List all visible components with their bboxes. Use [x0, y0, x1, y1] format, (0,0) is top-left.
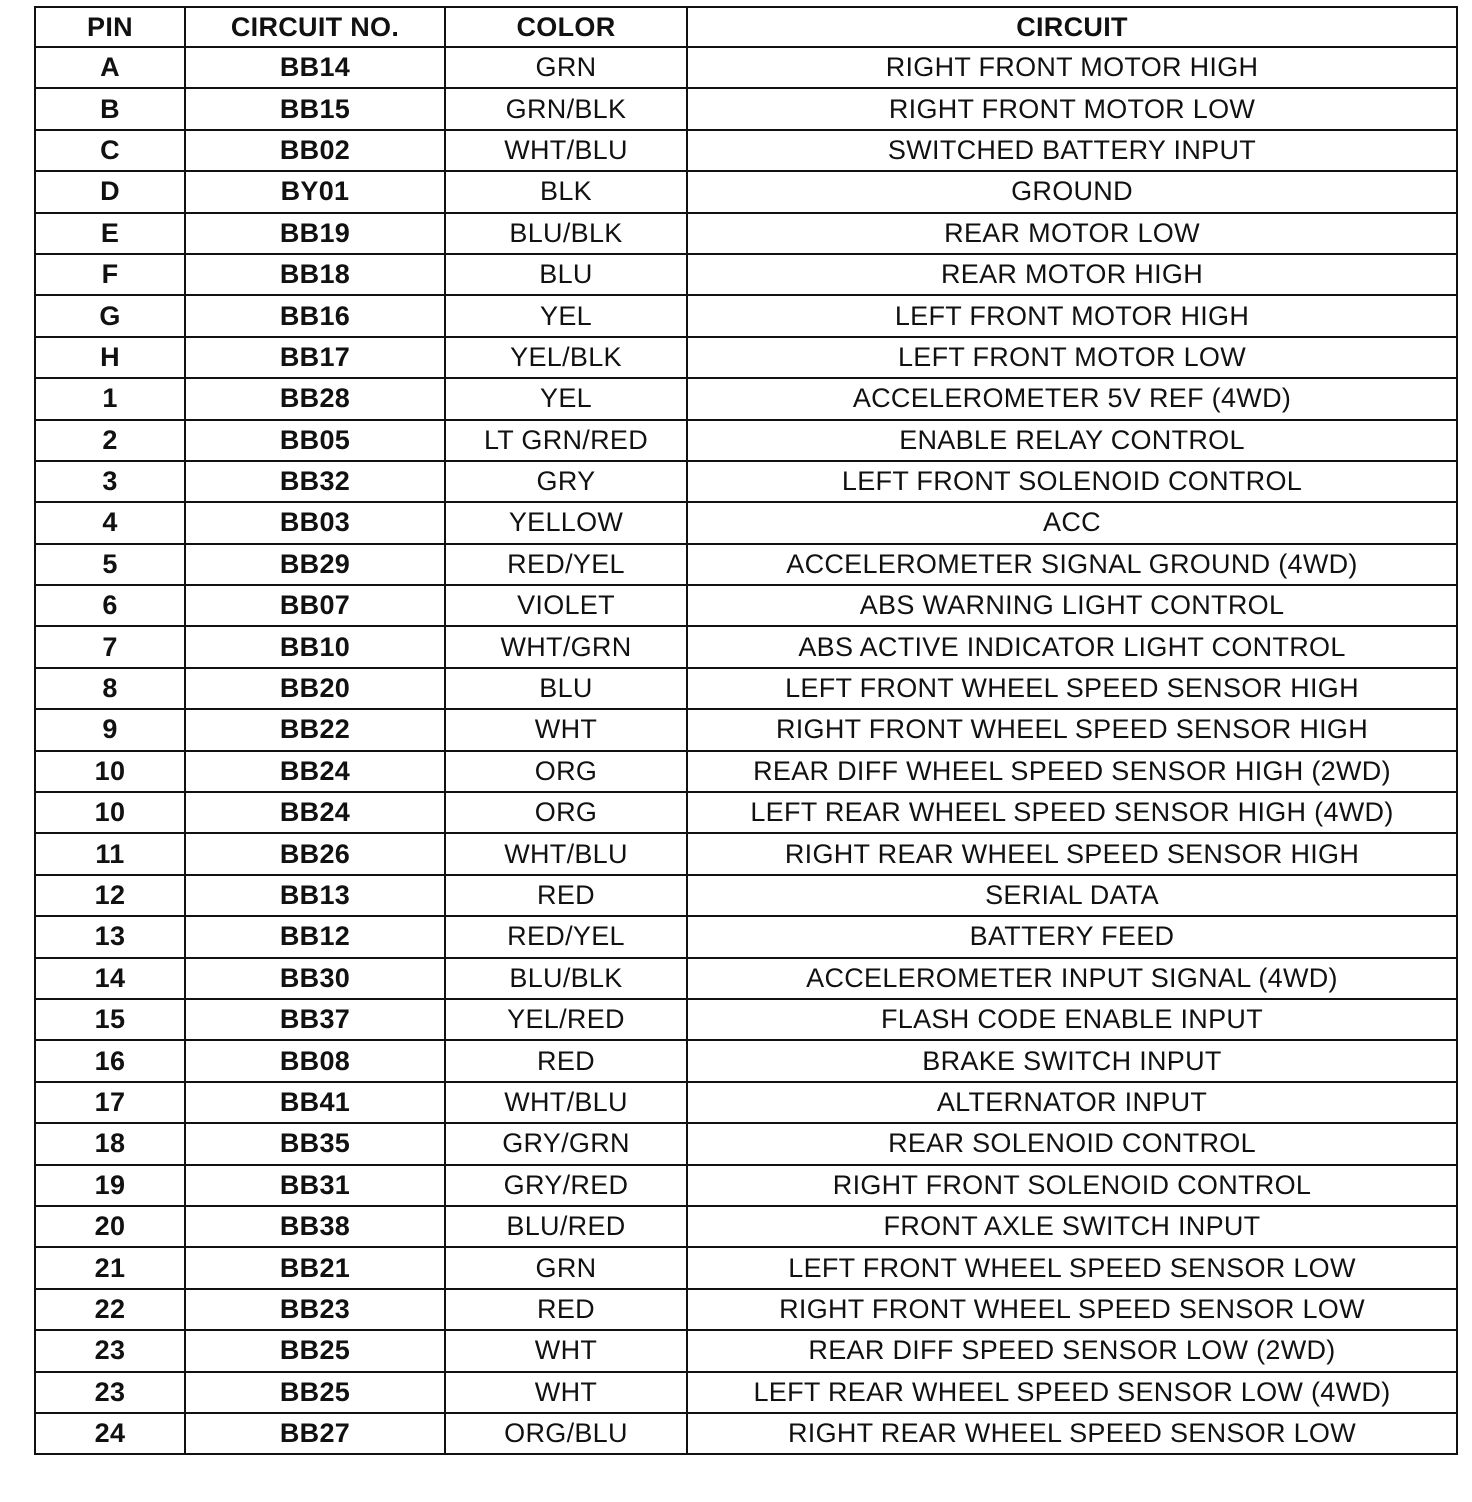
table-row	[35, 668, 1457, 709]
pin-cell: 17	[35, 1082, 185, 1123]
wire-color-cell: RED	[445, 1289, 687, 1330]
circuit-number-cell: BB22	[185, 709, 445, 750]
circuit-number-cell: BB37	[185, 999, 445, 1040]
wire-color-cell: RED	[445, 1040, 687, 1081]
circuit-description-cell: ACCELEROMETER 5V REF (4WD)	[687, 378, 1457, 419]
pin-cell: C	[35, 130, 185, 171]
wire-color-cell: BLU/BLK	[445, 958, 687, 999]
circuit-description-cell: SWITCHED BATTERY INPUT	[687, 130, 1457, 171]
table-row	[35, 337, 1457, 378]
table-row	[35, 751, 1457, 792]
circuit-number-cell: BB19	[185, 213, 445, 254]
circuit-description-cell: SERIAL DATA	[687, 875, 1457, 916]
circuit-description-cell: REAR DIFF WHEEL SPEED SENSOR HIGH (2WD)	[687, 751, 1457, 792]
wire-color-cell: GRN/BLK	[445, 88, 687, 129]
wire-color-cell: ORG/BLU	[445, 1413, 687, 1454]
wire-color-cell: GRY/GRN	[445, 1123, 687, 1164]
pin-cell: 11	[35, 833, 185, 874]
circuit-description-cell: RIGHT REAR WHEEL SPEED SENSOR HIGH	[687, 833, 1457, 874]
circuit-number-cell: BB24	[185, 792, 445, 833]
circuit-number-cell: BB30	[185, 958, 445, 999]
circuit-description-cell: REAR SOLENOID CONTROL	[687, 1123, 1457, 1164]
circuit-number-cell: BB16	[185, 295, 445, 336]
circuit-number-cell: BB26	[185, 833, 445, 874]
pin-cell: 2	[35, 420, 185, 461]
wire-color-cell: BLK	[445, 171, 687, 212]
pin-cell: 21	[35, 1247, 185, 1288]
table-row	[35, 295, 1457, 336]
pin-cell: 7	[35, 626, 185, 667]
circuit-description-cell: ABS ACTIVE INDICATOR LIGHT CONTROL	[687, 626, 1457, 667]
header-row	[35, 7, 1457, 47]
circuit-number-cell: BB13	[185, 875, 445, 916]
circuit-description-cell: LEFT REAR WHEEL SPEED SENSOR HIGH (4WD)	[687, 792, 1457, 833]
pin-cell: 12	[35, 875, 185, 916]
circuit-number-cell: BB12	[185, 916, 445, 957]
wire-color-cell: WHT	[445, 709, 687, 750]
table-header	[35, 7, 1457, 47]
table-row	[35, 626, 1457, 667]
table-body	[35, 47, 1457, 1454]
wire-color-cell: WHT/BLU	[445, 130, 687, 171]
table-row	[35, 378, 1457, 419]
circuit-number-cell: BB28	[185, 378, 445, 419]
table-row	[35, 999, 1457, 1040]
table-row	[35, 213, 1457, 254]
circuit-description-cell: LEFT FRONT WHEEL SPEED SENSOR LOW	[687, 1247, 1457, 1288]
circuit-number-cell: BB18	[185, 254, 445, 295]
pin-cell: 16	[35, 1040, 185, 1081]
pin-cell: 24	[35, 1413, 185, 1454]
circuit-description-cell: LEFT REAR WHEEL SPEED SENSOR LOW (4WD)	[687, 1372, 1457, 1413]
circuit-number-cell: BB32	[185, 461, 445, 502]
table-row	[35, 585, 1457, 626]
circuit-number-cell: BB20	[185, 668, 445, 709]
wire-color-cell: RED/YEL	[445, 544, 687, 585]
circuit-number-cell: BB21	[185, 1247, 445, 1288]
circuit-description-cell: REAR MOTOR HIGH	[687, 254, 1457, 295]
wire-color-cell: YEL/BLK	[445, 337, 687, 378]
table-row	[35, 1123, 1457, 1164]
pin-cell: H	[35, 337, 185, 378]
wire-color-cell: WHT/BLU	[445, 1082, 687, 1123]
table-row	[35, 833, 1457, 874]
circuit-description-cell: FLASH CODE ENABLE INPUT	[687, 999, 1457, 1040]
pin-cell: E	[35, 213, 185, 254]
circuit-number-cell: BB14	[185, 47, 445, 88]
wire-color-cell: GRY	[445, 461, 687, 502]
wire-color-cell: BLU/RED	[445, 1206, 687, 1247]
pin-cell: D	[35, 171, 185, 212]
circuit-number-cell: BB23	[185, 1289, 445, 1330]
circuit-description-cell: FRONT AXLE SWITCH INPUT	[687, 1206, 1457, 1247]
wire-color-cell: WHT/GRN	[445, 626, 687, 667]
pin-cell: 15	[35, 999, 185, 1040]
circuit-description-cell: BRAKE SWITCH INPUT	[687, 1040, 1457, 1081]
wire-color-cell: BLU/BLK	[445, 213, 687, 254]
header-circuit: CIRCUIT	[687, 7, 1457, 47]
circuit-number-cell: BB10	[185, 626, 445, 667]
pin-cell: 14	[35, 958, 185, 999]
circuit-number-cell: BB38	[185, 1206, 445, 1247]
circuit-number-cell: BB31	[185, 1165, 445, 1206]
pin-cell: 13	[35, 916, 185, 957]
wire-color-cell: GRY/RED	[445, 1165, 687, 1206]
circuit-description-cell: RIGHT FRONT SOLENOID CONTROL	[687, 1165, 1457, 1206]
circuit-description-cell: RIGHT FRONT MOTOR HIGH	[687, 47, 1457, 88]
table-row	[35, 1082, 1457, 1123]
circuit-description-cell: LEFT FRONT WHEEL SPEED SENSOR HIGH	[687, 668, 1457, 709]
circuit-number-cell: BB02	[185, 130, 445, 171]
wire-color-cell: GRN	[445, 1247, 687, 1288]
wire-color-cell: GRN	[445, 47, 687, 88]
wire-color-cell: BLU	[445, 254, 687, 295]
table-row	[35, 254, 1457, 295]
circuit-number-cell: BB17	[185, 337, 445, 378]
wire-color-cell: BLU	[445, 668, 687, 709]
circuit-description-cell: ACCELEROMETER SIGNAL GROUND (4WD)	[687, 544, 1457, 585]
circuit-number-cell: BB29	[185, 544, 445, 585]
pin-cell: B	[35, 88, 185, 129]
circuit-description-cell: ACC	[687, 502, 1457, 543]
circuit-number-cell: BB07	[185, 585, 445, 626]
circuit-description-cell: LEFT FRONT MOTOR LOW	[687, 337, 1457, 378]
circuit-number-cell: BB41	[185, 1082, 445, 1123]
table-row	[35, 88, 1457, 129]
wire-color-cell: YELLOW	[445, 502, 687, 543]
circuit-number-cell: BB25	[185, 1372, 445, 1413]
circuit-description-cell: ABS WARNING LIGHT CONTROL	[687, 585, 1457, 626]
circuit-description-cell: LEFT FRONT MOTOR HIGH	[687, 295, 1457, 336]
table-row	[35, 47, 1457, 88]
table-row	[35, 1330, 1457, 1371]
circuit-number-cell: BB24	[185, 751, 445, 792]
header-pin: PIN	[35, 7, 185, 47]
circuit-description-cell: REAR DIFF SPEED SENSOR LOW (2WD)	[687, 1330, 1457, 1371]
table-row	[35, 1165, 1457, 1206]
pin-cell: 23	[35, 1372, 185, 1413]
wire-color-cell: RED	[445, 875, 687, 916]
connector-pinout-table	[34, 6, 1458, 1455]
pin-cell: 6	[35, 585, 185, 626]
circuit-number-cell: BB15	[185, 88, 445, 129]
pin-cell: F	[35, 254, 185, 295]
table-row	[35, 461, 1457, 502]
table-row	[35, 1289, 1457, 1330]
pin-cell: 20	[35, 1206, 185, 1247]
circuit-number-cell: BB27	[185, 1413, 445, 1454]
circuit-description-cell: RIGHT FRONT MOTOR LOW	[687, 88, 1457, 129]
table-row	[35, 1247, 1457, 1288]
wire-color-cell: ORG	[445, 792, 687, 833]
table-row	[35, 958, 1457, 999]
circuit-description-cell: BATTERY FEED	[687, 916, 1457, 957]
circuit-number-cell: BB05	[185, 420, 445, 461]
circuit-description-cell: LEFT FRONT SOLENOID CONTROL	[687, 461, 1457, 502]
pin-cell: 18	[35, 1123, 185, 1164]
wire-color-cell: WHT/BLU	[445, 833, 687, 874]
pin-cell: 8	[35, 668, 185, 709]
table-row	[35, 916, 1457, 957]
pin-cell: 23	[35, 1330, 185, 1371]
wire-color-cell: YEL/RED	[445, 999, 687, 1040]
pin-cell: 5	[35, 544, 185, 585]
header-circuit-no: CIRCUIT NO.	[185, 7, 445, 47]
wire-color-cell: YEL	[445, 295, 687, 336]
circuit-number-cell: BB08	[185, 1040, 445, 1081]
circuit-description-cell: GROUND	[687, 171, 1457, 212]
table-row	[35, 130, 1457, 171]
table-row	[35, 1372, 1457, 1413]
pin-cell: 9	[35, 709, 185, 750]
circuit-number-cell: BB25	[185, 1330, 445, 1371]
wire-color-cell: YEL	[445, 378, 687, 419]
pin-cell: G	[35, 295, 185, 336]
pin-cell: 22	[35, 1289, 185, 1330]
header-color: COLOR	[445, 7, 687, 47]
table-row	[35, 875, 1457, 916]
table-row	[35, 1413, 1457, 1454]
circuit-description-cell: RIGHT FRONT WHEEL SPEED SENSOR HIGH	[687, 709, 1457, 750]
pin-cell: 19	[35, 1165, 185, 1206]
wire-color-cell: RED/YEL	[445, 916, 687, 957]
circuit-number-cell: BY01	[185, 171, 445, 212]
circuit-description-cell: ACCELEROMETER INPUT SIGNAL (4WD)	[687, 958, 1457, 999]
wire-color-cell: LT GRN/RED	[445, 420, 687, 461]
table-row	[35, 1206, 1457, 1247]
table-row	[35, 420, 1457, 461]
wire-color-cell: ORG	[445, 751, 687, 792]
pin-cell: 10	[35, 792, 185, 833]
circuit-description-cell: RIGHT FRONT WHEEL SPEED SENSOR LOW	[687, 1289, 1457, 1330]
pin-cell: A	[35, 47, 185, 88]
circuit-description-cell: ALTERNATOR INPUT	[687, 1082, 1457, 1123]
table-row	[35, 544, 1457, 585]
table-row	[35, 171, 1457, 212]
table-row	[35, 709, 1457, 750]
pin-cell: 10	[35, 751, 185, 792]
table-row	[35, 502, 1457, 543]
table-row	[35, 792, 1457, 833]
wire-color-cell: WHT	[445, 1372, 687, 1413]
circuit-number-cell: BB35	[185, 1123, 445, 1164]
circuit-number-cell: BB03	[185, 502, 445, 543]
circuit-description-cell: RIGHT REAR WHEEL SPEED SENSOR LOW	[687, 1413, 1457, 1454]
circuit-description-cell: REAR MOTOR LOW	[687, 213, 1457, 254]
pin-cell: 4	[35, 502, 185, 543]
pin-cell: 1	[35, 378, 185, 419]
wire-color-cell: VIOLET	[445, 585, 687, 626]
circuit-description-cell: ENABLE RELAY CONTROL	[687, 420, 1457, 461]
wire-color-cell: WHT	[445, 1330, 687, 1371]
pin-cell: 3	[35, 461, 185, 502]
table-row	[35, 1040, 1457, 1081]
